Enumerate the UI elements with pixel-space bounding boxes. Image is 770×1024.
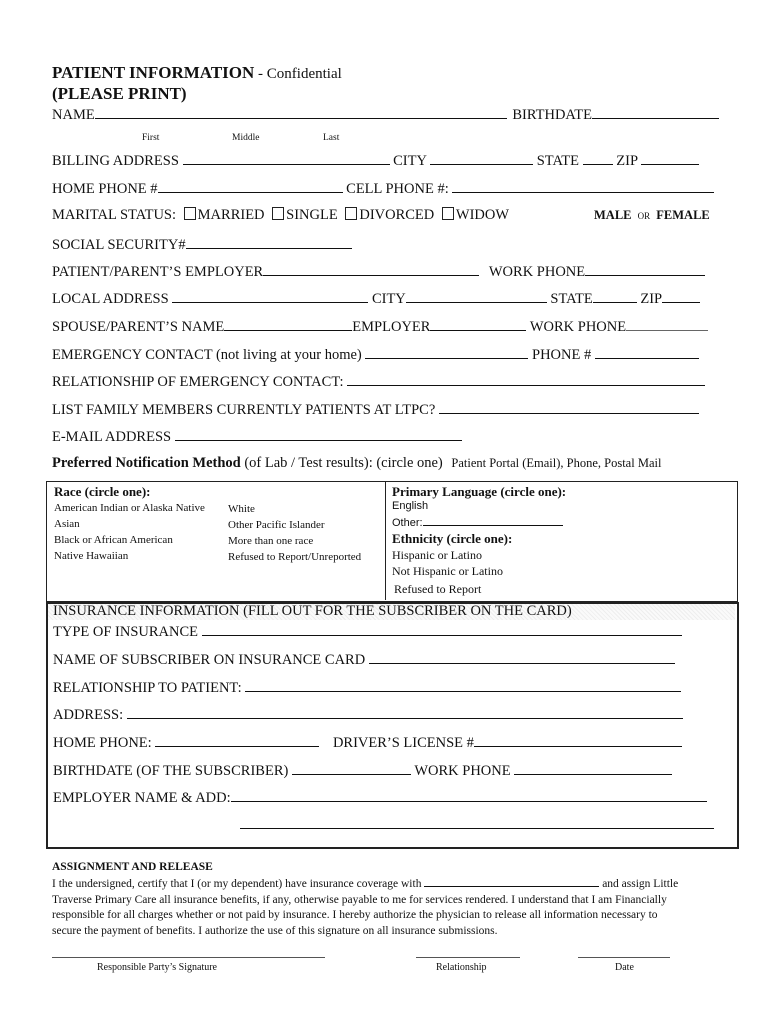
- billing-city-label: CITY: [393, 153, 427, 169]
- notification-options[interactable]: Patient Portal (Email), Phone, Postal Mail: [451, 456, 662, 470]
- spouse-work-phone-label: WORK PHONE: [529, 319, 627, 335]
- page-title: [52, 63, 342, 83]
- ethnicity-hispanic[interactable]: Hispanic or Latino: [392, 548, 482, 562]
- home-phone-label: HOME PHONE #: [52, 181, 158, 197]
- title-confidential: - Confidential: [254, 66, 342, 82]
- spouse-row: [52, 317, 708, 336]
- title-main: PATIENT INFORMATION: [52, 63, 255, 82]
- relationship-patient-field[interactable]: [245, 678, 681, 692]
- assignment-line-1b: and assign Little: [602, 878, 679, 890]
- last-label: Last: [323, 133, 340, 143]
- ethnicity-not-hispanic[interactable]: Not Hispanic or Latino: [392, 564, 503, 578]
- employer-field[interactable]: [263, 262, 479, 276]
- local-state-label: STATE: [550, 291, 593, 307]
- race-white[interactable]: White: [228, 503, 255, 515]
- local-city-field[interactable]: [406, 289, 547, 303]
- spouse-employer-label: EMPLOYER: [352, 319, 431, 335]
- home-phone-field[interactable]: [158, 179, 343, 193]
- assignment-title: ASSIGNMENT AND RELEASE: [52, 861, 213, 873]
- insurance-coverage-field[interactable]: [424, 876, 599, 887]
- divorced-checkbox[interactable]: [345, 207, 357, 220]
- emergency-contact-label: EMERGENCY CONTACT (not living at your home): [52, 347, 362, 363]
- insurance-type-row: [53, 622, 682, 641]
- date-line[interactable]: [578, 957, 670, 958]
- insurance-header: INSURANCE INFORMATION (FILL OUT FOR THE SUBSCRIBER ON THE CARD): [53, 603, 572, 619]
- employer-row: [52, 262, 705, 281]
- subscriber-birthdate-label: BIRTHDATE (OF THE SUBSCRIBER): [53, 763, 289, 779]
- family-members-field[interactable]: [439, 400, 699, 414]
- name-label: NAME: [52, 107, 95, 123]
- family-row: [52, 400, 699, 419]
- spouse-name-field[interactable]: [224, 317, 352, 331]
- widow-checkbox[interactable]: [442, 207, 454, 220]
- ssn-label: SOCIAL SECURITY#: [52, 237, 186, 253]
- employer-name-field[interactable]: [231, 788, 707, 802]
- insurance-work-phone-field[interactable]: [514, 761, 672, 775]
- billing-address-field[interactable]: [183, 151, 390, 165]
- widow-label: WIDOW: [455, 207, 510, 223]
- name-field[interactable]: [95, 105, 507, 119]
- local-address-field[interactable]: [172, 289, 368, 303]
- assignment-line-1a: I the undersigned, certify that I (or my dependent) have insurance coverage with: [52, 878, 422, 890]
- marital-status-label: MARITAL STATUS:: [52, 207, 177, 223]
- notification-label: Preferred Notification Method: [52, 455, 241, 471]
- emergency-phone-label: PHONE #: [532, 347, 592, 363]
- assignment-line-4: secure the payment of benefits. I authorize the use of this signature on all insurance submissions.: [52, 924, 498, 937]
- married-checkbox[interactable]: [184, 207, 196, 220]
- work-phone-label: WORK PHONE: [488, 264, 586, 280]
- ethnicity-options: [392, 547, 503, 597]
- gender-select[interactable]: [594, 208, 710, 223]
- married-label: MARRIED: [197, 207, 265, 223]
- race-american-indian[interactable]: American Indian or Alaska Native: [54, 502, 205, 514]
- phone-row: [52, 179, 714, 198]
- male-option[interactable]: MALE: [594, 208, 632, 222]
- employer-label: PATIENT/PARENT’S EMPLOYER: [52, 264, 264, 280]
- ssn-field[interactable]: [186, 235, 352, 249]
- race-col2: [228, 501, 361, 565]
- race-col1: [54, 500, 205, 564]
- billing-city-field[interactable]: [430, 151, 533, 165]
- ssn-row: [52, 235, 352, 254]
- relationship-emergency-field[interactable]: [347, 372, 705, 386]
- single-checkbox[interactable]: [272, 207, 284, 220]
- language-english[interactable]: English: [392, 500, 429, 512]
- race-asian[interactable]: Asian: [54, 518, 80, 530]
- local-address-label: LOCAL ADDRESS: [52, 291, 169, 307]
- insurance-home-phone-field[interactable]: [155, 733, 319, 747]
- emergency-phone-field[interactable]: [595, 345, 699, 359]
- name-row: [52, 105, 719, 124]
- family-members-label: LIST FAMILY MEMBERS CURRENTLY PATIENTS AT LTPC?: [52, 402, 436, 418]
- insurance-address-label: ADDRESS:: [53, 707, 124, 723]
- race-multiple[interactable]: More than one race: [228, 535, 314, 547]
- insurance-address-field[interactable]: [127, 705, 683, 719]
- relationship-line[interactable]: [416, 957, 520, 958]
- insurance-type-field[interactable]: [202, 622, 682, 636]
- ethnicity-refused[interactable]: Refused to Report: [394, 582, 482, 596]
- cell-phone-field[interactable]: [452, 179, 714, 193]
- work-phone-field[interactable]: [585, 262, 705, 276]
- employer-name-label: EMPLOYER NAME & ADD:: [53, 790, 231, 806]
- divorced-label: DIVORCED: [359, 207, 435, 223]
- subscriber-name-row: [53, 650, 675, 669]
- insurance-home-phone-label: HOME PHONE:: [53, 735, 152, 751]
- spouse-work-phone-field[interactable]: [626, 317, 708, 331]
- spouse-name-label: SPOUSE/PARENT’S NAME: [52, 319, 225, 335]
- subscriber-name-field[interactable]: [369, 650, 675, 664]
- middle-label: Middle: [232, 133, 260, 143]
- demographics-divider: [385, 481, 386, 600]
- signature-line[interactable]: [52, 957, 325, 958]
- emergency-row: [52, 345, 699, 364]
- relationship-patient-label: RELATIONSHIP TO PATIENT:: [53, 680, 242, 696]
- local-zip-field[interactable]: [662, 289, 700, 303]
- billing-address-label: BILLING ADDRESS: [52, 153, 179, 169]
- relationship-label: Relationship: [436, 962, 487, 973]
- insurance-address-row: [53, 705, 683, 724]
- birthdate-label: BIRTHDATE: [512, 107, 593, 123]
- assignment-line-2: Traverse Primary Care all insurance benefits, if any, otherwise payable to me for services rendered. I understand that I am Financially: [52, 893, 667, 906]
- notification-row: [52, 455, 661, 472]
- local-state-field[interactable]: [593, 289, 637, 303]
- billing-zip-field[interactable]: [641, 151, 699, 165]
- language-title: Primary Language (circle one):: [392, 484, 567, 499]
- subscriber-birthdate-field[interactable]: [292, 761, 411, 775]
- assignment-text: [52, 876, 678, 939]
- billing-row: [52, 151, 699, 170]
- local-zip-label: ZIP: [640, 291, 663, 307]
- local-city-label: CITY: [371, 291, 406, 307]
- ethnicity-title: Ethnicity (circle one):: [392, 531, 513, 546]
- emergency-contact-field[interactable]: [365, 345, 528, 359]
- employer-address-field[interactable]: [240, 815, 714, 829]
- language-other-field[interactable]: [423, 515, 563, 526]
- insurance-phone-row: [53, 733, 682, 752]
- language-other-row: [392, 515, 563, 529]
- local-row: [52, 289, 700, 308]
- single-label: SINGLE: [286, 207, 338, 223]
- email-label: E-MAIL ADDRESS: [52, 429, 172, 445]
- race-black[interactable]: Black or African American: [54, 534, 173, 546]
- cell-phone-label: CELL PHONE #:: [346, 181, 449, 197]
- female-option[interactable]: FEMALE: [656, 208, 710, 222]
- assignment-line-3: responsible for all charges whether or not paid by insurance. I hereby authorize the physician to release all information necessary to: [52, 909, 658, 921]
- subscriber-name-label: NAME OF SUBSCRIBER ON INSURANCE CARD: [53, 652, 366, 668]
- please-print: (PLEASE PRINT): [52, 84, 187, 103]
- language-other-label: Other:: [392, 517, 423, 529]
- employer-name-row: [53, 788, 707, 807]
- race-native-hawaiian[interactable]: Native Hawaiian: [54, 550, 129, 562]
- billing-state-label: STATE: [536, 153, 580, 169]
- drivers-license-label: DRIVER’S LICENSE #: [332, 735, 474, 751]
- birthdate-field[interactable]: [592, 105, 719, 119]
- relationship-patient-row: [53, 678, 681, 697]
- race-title: Race (circle one):: [54, 484, 151, 499]
- race-refused[interactable]: Refused to Report/Unreported: [228, 551, 362, 563]
- marital-row: [52, 207, 509, 224]
- relationship-emergency-label: RELATIONSHIP OF EMERGENCY CONTACT:: [52, 374, 344, 390]
- email-row: [52, 427, 462, 446]
- first-label: First: [142, 133, 160, 143]
- billing-zip-label: ZIP: [616, 153, 638, 169]
- notification-instructions: (of Lab / Test results): (circle one): [240, 455, 443, 471]
- email-field[interactable]: [175, 427, 462, 441]
- insurance-work-phone-label: WORK PHONE: [414, 763, 511, 779]
- signature-label: Responsible Party’s Signature: [97, 962, 217, 973]
- spouse-employer-field[interactable]: [430, 317, 526, 331]
- race-pacific-islander[interactable]: Other Pacific Islander: [228, 519, 325, 531]
- assignment-line-1: [52, 876, 678, 893]
- drivers-license-field[interactable]: [474, 733, 682, 747]
- subscriber-birthdate-row: [53, 761, 672, 780]
- billing-state-field[interactable]: [583, 151, 613, 165]
- relationship-emergency-row: [52, 372, 705, 391]
- date-label: Date: [615, 962, 634, 973]
- or-label: OR: [637, 211, 651, 221]
- insurance-type-label: TYPE OF INSURANCE: [53, 624, 199, 640]
